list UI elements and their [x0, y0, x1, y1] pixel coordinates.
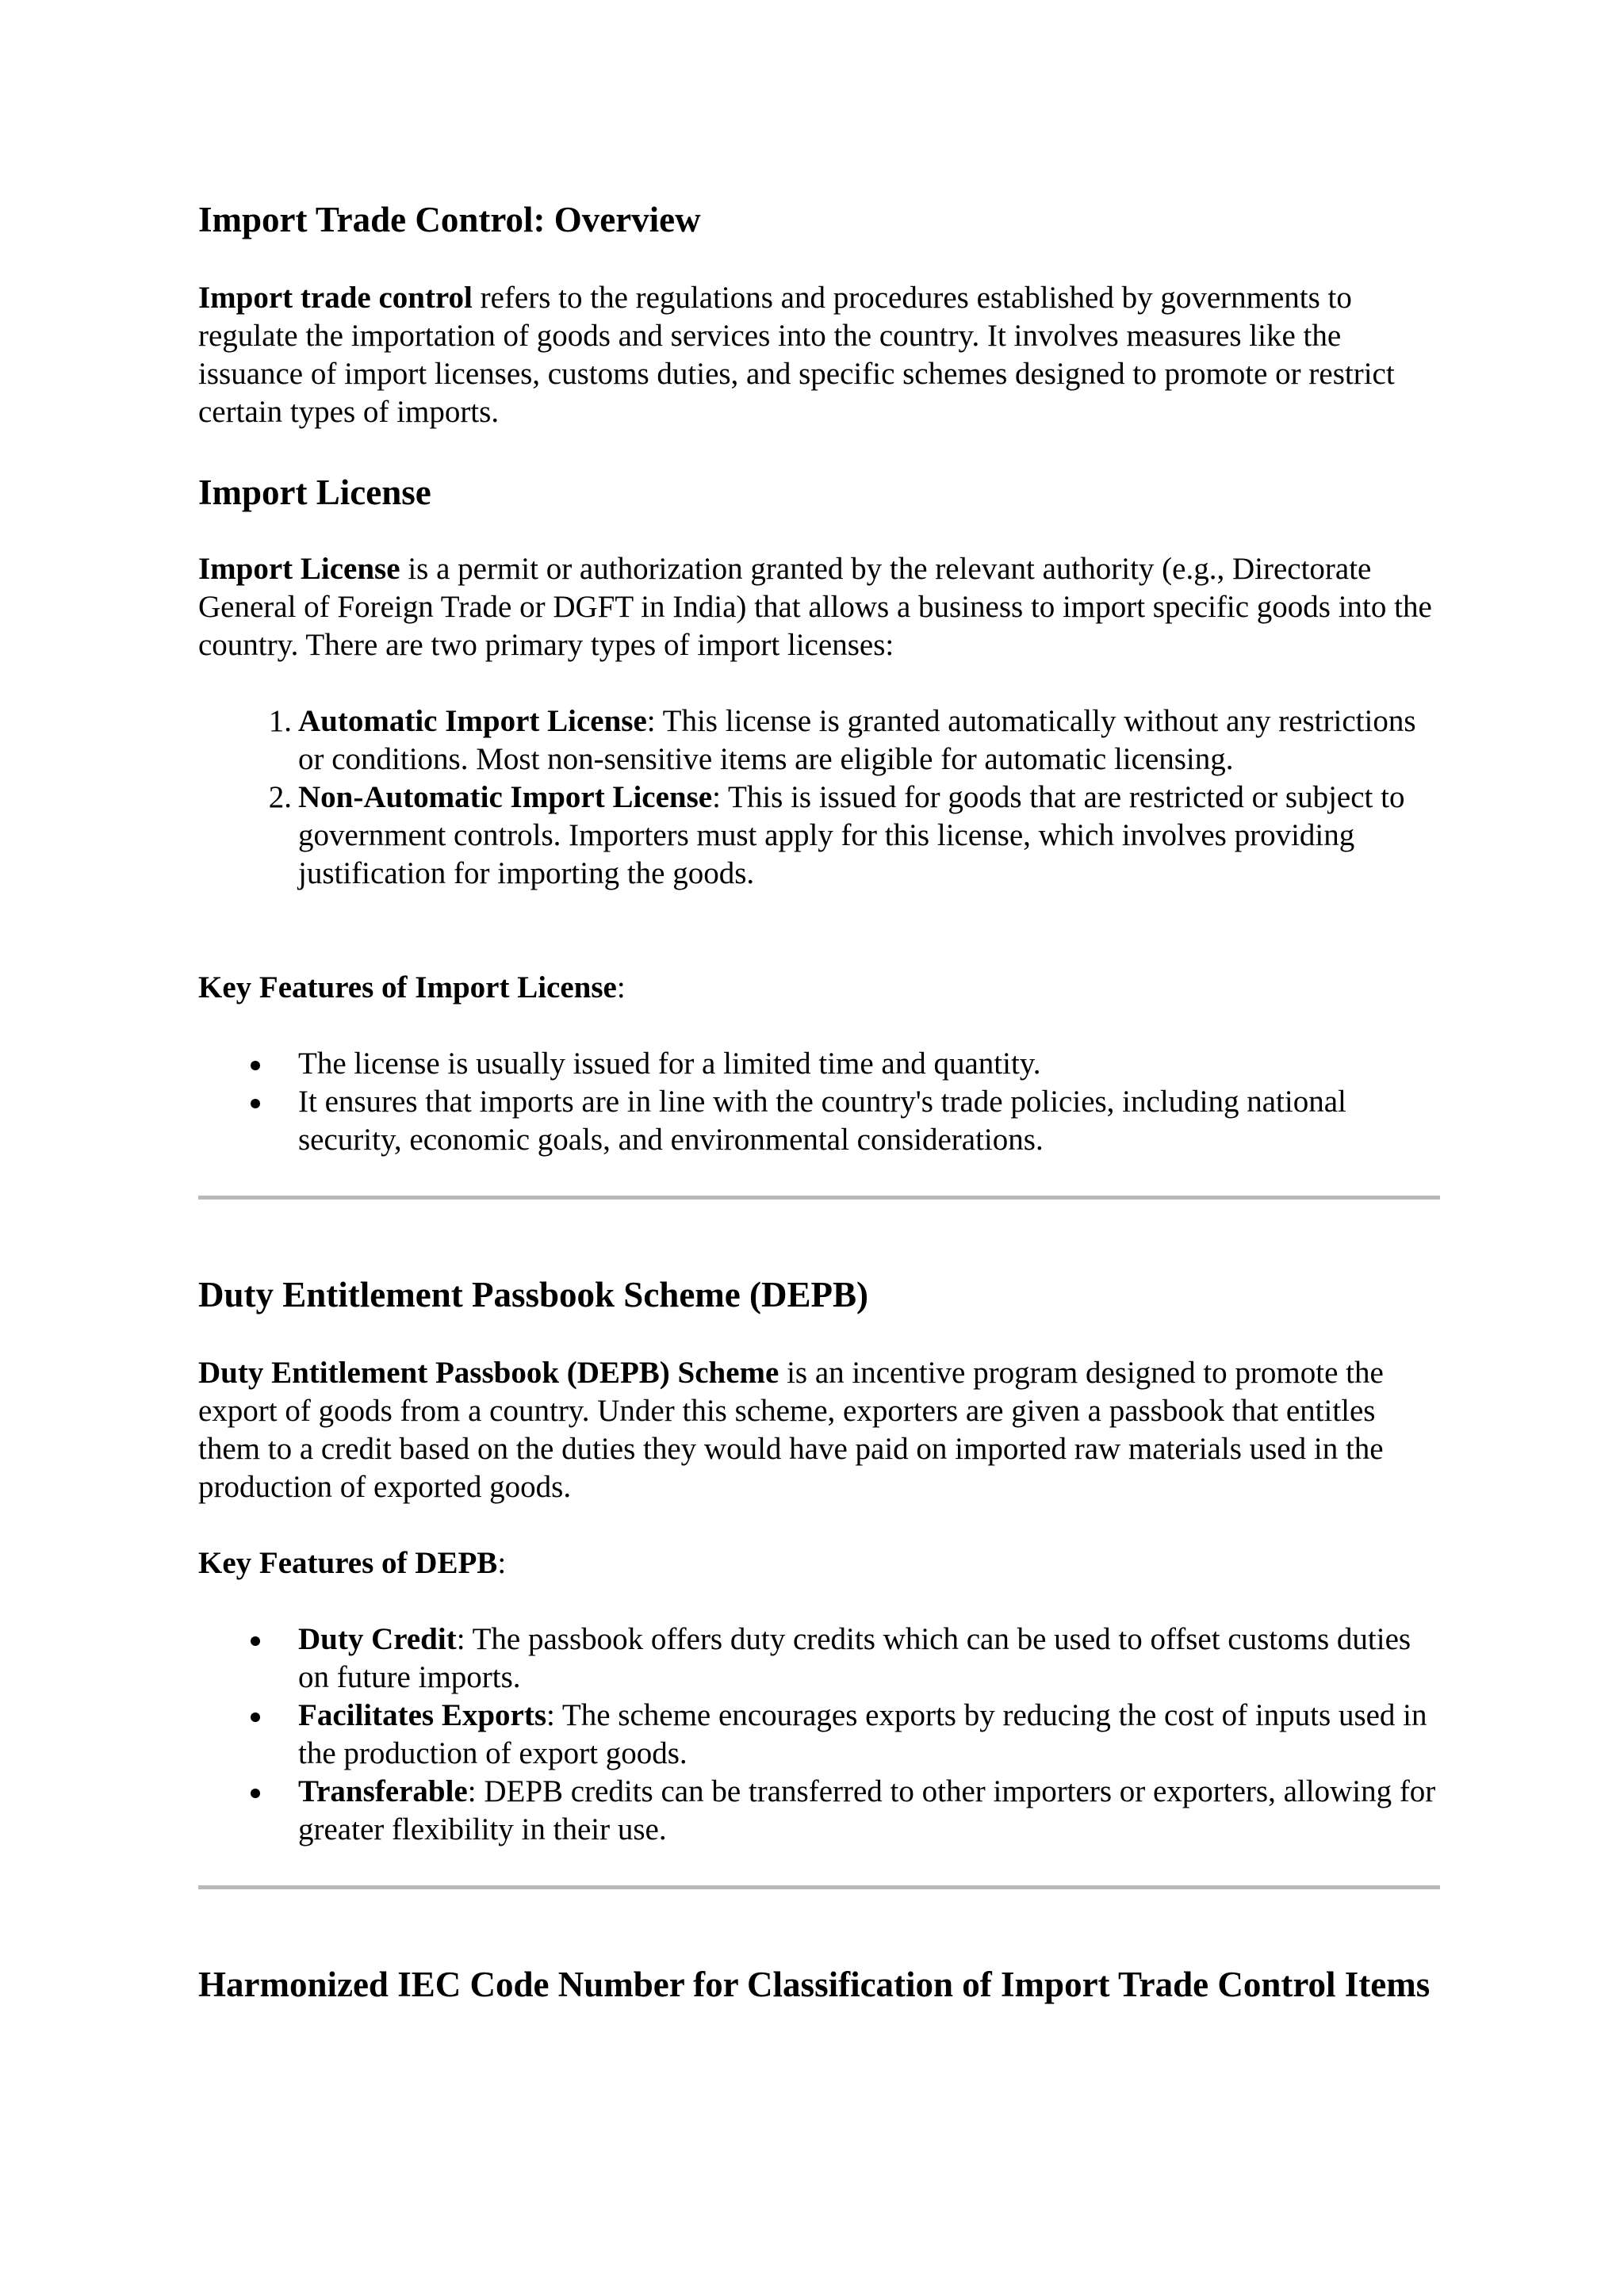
import-license-text: is a permit or authorization granted by the relevant authority (e.g., Directorate General of Foreign Trade or DGFT in India) that allows a business to import specific goods into the country. There are two primary types of import licenses:: [198, 552, 1432, 662]
import-license-paragraph: [198, 550, 1442, 664]
feature-desc: : The passbook offers duty credits which can be used to offset customs duties on future imports.: [298, 1622, 1411, 1694]
label-colon: :: [497, 1546, 507, 1580]
feature-desc: : The scheme encourages exports by reducing the cost of inputs used in the production of export goods.: [298, 1698, 1427, 1770]
list-item: [198, 1621, 1442, 1697]
depb-text: is an incentive program designed to promote the export of goods from a country. Under this scheme, exporters are given a passbook that entitles them to a credit based on the duties they would have paid on imported raw materials used in the production of exported goods.: [198, 1356, 1384, 1504]
depb-paragraph: [198, 1354, 1442, 1506]
depb-features-label-bold: Key Features of DEPB: [198, 1546, 498, 1580]
harmonized-heading: Harmonized IEC Code Number for Classification of Import Trade Control Items: [198, 1965, 1431, 2004]
bullet-icon: [251, 1061, 260, 1070]
license-features-label-bold: Key Features of Import License: [198, 970, 617, 1004]
list-item: [198, 1045, 1442, 1083]
overview-paragraph: [198, 279, 1442, 431]
feature-term: Transferable: [298, 1774, 468, 1808]
bullet-icon: [251, 1712, 260, 1722]
depb-bold-lead: Duty Entitlement Passbook (DEPB) Scheme: [198, 1356, 779, 1390]
depb-features-list: [198, 1621, 1442, 1849]
overview-text: refers to the regulations and procedures established by governments to regulate the importation of goods and services into the country. It involves measures like the issuance of import licenses, customs duties, and specific schemes designed to promote or restrict certain types of imports.: [198, 281, 1395, 429]
license-type-desc: : This is issued for goods that are restricted or subject to government controls. Importers must apply for this license, which involves providing justification for importing the goods.: [298, 780, 1405, 890]
section-divider: [198, 1196, 1440, 1200]
list-item: [198, 1697, 1442, 1773]
import-license-bold-lead: Import License: [198, 552, 400, 586]
list-item: [198, 702, 1442, 779]
license-features-list: [198, 1045, 1442, 1159]
section-divider: [198, 1885, 1440, 1889]
depb-features-label: [198, 1544, 1442, 1582]
import-license-heading: Import License: [198, 473, 431, 512]
feature-term: Duty Credit: [298, 1622, 457, 1656]
license-type-desc: : This license is granted automatically without any restrictions or conditions. Most non-sensitive items are eligible for automatic licensing.: [298, 704, 1416, 776]
license-features-label: [198, 969, 1442, 1007]
overview-heading: Import Trade Control: Overview: [198, 200, 701, 239]
list-number: 1.: [268, 704, 292, 738]
list-number: 2.: [268, 780, 292, 814]
list-item: [198, 779, 1442, 893]
license-types-list: [198, 702, 1442, 893]
list-item: [198, 1083, 1442, 1159]
bullet-icon: [251, 1099, 260, 1108]
depb-heading: Duty Entitlement Passbook Scheme (DEPB): [198, 1275, 868, 1314]
license-type-term: Non-Automatic Import License: [298, 780, 713, 814]
bullet-icon: [251, 1636, 260, 1646]
license-type-term: Automatic Import License: [298, 704, 647, 738]
feature-desc: : DEPB credits can be transferred to other importers or exporters, allowing for greater flexibility in their use.: [298, 1774, 1436, 1846]
bullet-icon: [251, 1789, 260, 1798]
feature-text: It ensures that imports are in line with the country's trade policies, including national security, economic goals, and environmental considerations.: [298, 1085, 1346, 1157]
overview-bold-lead: Import trade control: [198, 281, 473, 315]
label-colon: :: [616, 970, 626, 1004]
feature-text: The license is usually issued for a limited time and quantity.: [298, 1047, 1041, 1081]
list-item: [198, 1773, 1442, 1849]
feature-term: Facilitates Exports: [298, 1698, 547, 1732]
